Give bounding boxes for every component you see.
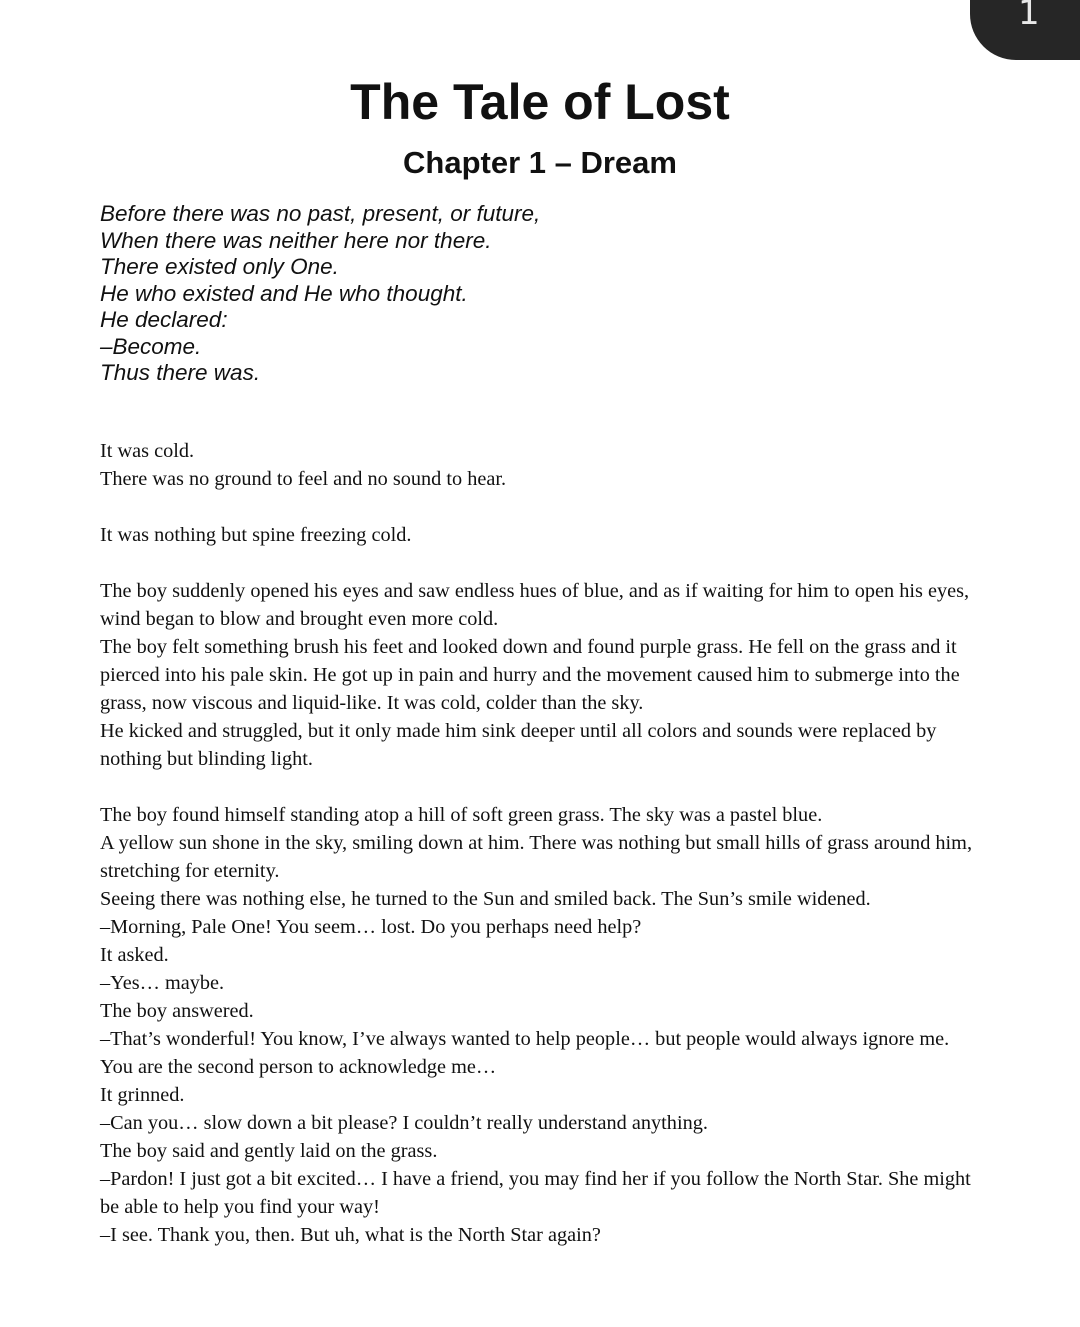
poem-line: He declared: [100,307,228,332]
story-paragraph: He kicked and struggled, but it only made him sink deeper until all colors and sounds were replaced by nothing but blinding light. [100,720,937,770]
story-paragraph: A yellow sun shone in the sky, smiling down at him. There was nothing but small hills of grass around him, stretching for eternity. [100,832,973,882]
poem-line: When there was neither here nor there. [100,227,492,253]
dialogue-line: –That’s wonderful! You know, I’ve always wanted to help people… but people would always ignore me. You are the second person to acknowledge me… [100,1028,950,1078]
dialogue-line: –Pardon! I just got a bit excited… I have a friend, you may find her if you follow the North Star. She might be able to help you find your way! [100,1168,971,1218]
blank-line [100,549,980,577]
blank-line [100,773,980,801]
document-title: The Tale of Lost [350,74,730,130]
page-number: 1 [1018,0,1040,33]
story-paragraph: It asked. [100,944,169,966]
poem-line: Before there was no past, present, or future, [100,201,541,226]
dialogue-line: –Morning, Pale One! You seem… lost. Do you perhaps need help? [100,916,642,938]
poem-line: –Become. [100,333,202,359]
story-paragraph: It grinned. [100,1084,185,1106]
story-paragraph: There was no ground to feel and no sound to hear. [100,468,507,490]
dialogue-line: –Can you… slow down a bit please? I couldn’t really understand anything. [100,1112,708,1134]
story-paragraph: The boy felt something brush his feet and looked down and found purple grass. He fell on the grass and it pierced into his pale skin. He got up in pain and hurry and the movement caused him to submerge into the grass, now viscous and liquid-like. It was cold, colder than the sky. [100,636,960,714]
epigraph-poem [100,201,980,387]
poem-line: Thus there was. [100,360,261,385]
dialogue-line: –Yes… maybe. [100,972,225,994]
story-paragraph: It was nothing but spine freezing cold. [100,524,412,546]
story-paragraph: Seeing there was nothing else, he turned to the Sun and smiled back. The Sun’s smile widened. [100,888,871,910]
story-paragraph: The boy found himself standing atop a hill of soft green grass. The sky was a pastel blue. [100,804,823,826]
blank-line [100,493,980,521]
dialogue-line: –I see. Thank you, then. But uh, what is the North Star again? [100,1224,601,1246]
story-paragraph: It was cold. [100,440,195,462]
page-number-badge [970,0,1080,60]
story-paragraph: The boy answered. [100,1000,254,1022]
story-paragraph: The boy said and gently laid on the grass. [100,1140,438,1162]
poem-line: There existed only One. [100,254,339,279]
story-paragraph: The boy suddenly opened his eyes and saw endless hues of blue, and as if waiting for him to open his eyes, wind began to blow and brought even more cold. [100,580,970,630]
poem-line: He who existed and He who thought. [100,280,468,306]
story-body [100,437,980,1249]
chapter-heading: Chapter 1 – Dream [403,145,677,180]
